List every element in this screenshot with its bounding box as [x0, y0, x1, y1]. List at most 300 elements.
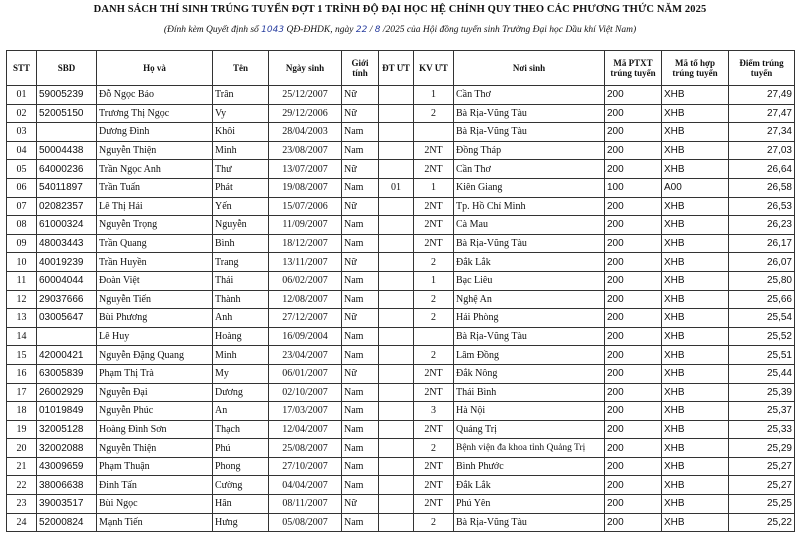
col-header-ma-to-hop: Mã tổ hợp trúng tuyển: [662, 51, 729, 86]
cell-sbd: 39003517: [37, 495, 97, 514]
cell-dt-ut: [379, 234, 414, 253]
cell-ten: Minh: [213, 141, 269, 160]
cell-kv-ut: 2: [414, 104, 454, 123]
cell-ten: Bình: [213, 234, 269, 253]
cell-ngay-sinh: 16/09/2004: [269, 327, 342, 346]
cell-noi-sinh: Bình Phước: [454, 457, 605, 476]
cell-gioi-tinh: Nam: [342, 383, 379, 402]
cell-sbd: 02082357: [37, 197, 97, 216]
cell-dt-ut: [379, 327, 414, 346]
cell-ma-to-hop: XHB: [662, 86, 729, 105]
cell-ma-to-hop: XHB: [662, 104, 729, 123]
table-row: [7, 197, 795, 216]
cell-gioi-tinh: Nam: [342, 439, 379, 458]
document-title: DANH SÁCH THÍ SINH TRÚNG TUYỂN ĐỢT 1 TRÌNH ĐỘ ĐẠI HỌC HỆ CHÍNH QUY THEO CÁC PHƯƠNG THỨC NĂM 2025: [93, 4, 707, 15]
cell-ten: Phong: [213, 457, 269, 476]
cell-sbd: 42000421: [37, 346, 97, 365]
cell-stt: 05: [7, 160, 37, 179]
cell-ma-ptxt: 200: [605, 513, 662, 532]
table-row: [7, 86, 795, 105]
cell-ngay-sinh: 19/08/2007: [269, 178, 342, 197]
subtitle-part1: (Đính kèm Quyết định số: [163, 25, 259, 35]
cell-ma-ptxt: 200: [605, 420, 662, 439]
cell-ho: Nguyễn Đặng Quang: [97, 346, 213, 365]
document-subtitle: (Đính kèm Quyết định số 1043 QĐ-ĐHDK, ngày 22 / 8 /2025 của Hội đồng tuyển sinh Trường Đại học Dầu khí Việt Nam): [163, 25, 637, 35]
cell-ten: Thái: [213, 271, 269, 290]
col-header-ho: Họ và: [97, 51, 213, 86]
cell-kv-ut: 2NT: [414, 197, 454, 216]
cell-noi-sinh: Bạc Liêu: [454, 271, 605, 290]
cell-sbd: 59005239: [37, 86, 97, 105]
cell-ten: Khôi: [213, 123, 269, 142]
cell-diem: 27,49: [729, 86, 795, 105]
cell-diem: 25,33: [729, 420, 795, 439]
cell-kv-ut: 2: [414, 253, 454, 272]
cell-dt-ut: [379, 253, 414, 272]
cell-ma-ptxt: 200: [605, 327, 662, 346]
cell-ma-to-hop: XHB: [662, 309, 729, 328]
cell-ho: Trương Thị Ngọc: [97, 104, 213, 123]
cell-sbd: 26002929: [37, 383, 97, 402]
cell-diem: 25,44: [729, 364, 795, 383]
col-header-dt-ut: ĐT ƯT: [379, 51, 414, 86]
cell-noi-sinh: Đồng Tháp: [454, 141, 605, 160]
cell-kv-ut: 2NT: [414, 420, 454, 439]
col-header-sbd: SBD: [37, 51, 97, 86]
cell-stt: 22: [7, 476, 37, 495]
cell-ho: Mạnh Tiến: [97, 513, 213, 532]
cell-ma-to-hop: XHB: [662, 290, 729, 309]
cell-diem: 27,47: [729, 104, 795, 123]
cell-ma-to-hop: XHB: [662, 327, 729, 346]
cell-sbd: 32002088: [37, 439, 97, 458]
cell-kv-ut: 2NT: [414, 234, 454, 253]
cell-ho: Nguyễn Thiện: [97, 141, 213, 160]
cell-ten: Vy: [213, 104, 269, 123]
table-row: [7, 364, 795, 383]
cell-gioi-tinh: Nam: [342, 420, 379, 439]
cell-ma-ptxt: 200: [605, 234, 662, 253]
cell-dt-ut: [379, 197, 414, 216]
cell-stt: 08: [7, 216, 37, 235]
cell-gioi-tinh: Nữ: [342, 253, 379, 272]
cell-sbd: 03005647: [37, 309, 97, 328]
cell-diem: 26,53: [729, 197, 795, 216]
cell-ma-to-hop: XHB: [662, 271, 729, 290]
cell-kv-ut: 2: [414, 439, 454, 458]
cell-sbd: [37, 327, 97, 346]
cell-stt: 23: [7, 495, 37, 514]
cell-kv-ut: 1: [414, 178, 454, 197]
col-header-stt: STT: [7, 51, 37, 86]
cell-ten: Thành: [213, 290, 269, 309]
cell-sbd: 40019239: [37, 253, 97, 272]
table-row: [7, 309, 795, 328]
cell-diem: 25,29: [729, 439, 795, 458]
cell-sbd: 01019849: [37, 402, 97, 421]
cell-stt: 14: [7, 327, 37, 346]
cell-stt: 02: [7, 104, 37, 123]
cell-ten: Thư: [213, 160, 269, 179]
col-header-ma-ptxt: Mã PTXT trúng tuyển: [605, 51, 662, 86]
cell-diem: 27,03: [729, 141, 795, 160]
cell-noi-sinh: Tp. Hồ Chí Minh: [454, 197, 605, 216]
cell-gioi-tinh: Nữ: [342, 104, 379, 123]
cell-stt: 03: [7, 123, 37, 142]
cell-diem: 25,80: [729, 271, 795, 290]
cell-ten: Phát: [213, 178, 269, 197]
cell-ma-to-hop: XHB: [662, 216, 729, 235]
cell-ngay-sinh: 13/07/2007: [269, 160, 342, 179]
cell-noi-sinh: Bệnh viện đa khoa tỉnh Quảng Trị: [454, 439, 605, 458]
cell-dt-ut: [379, 513, 414, 532]
cell-ten: Nguyễn: [213, 216, 269, 235]
cell-ma-ptxt: 200: [605, 383, 662, 402]
cell-ngay-sinh: 02/10/2007: [269, 383, 342, 402]
cell-dt-ut: [379, 104, 414, 123]
cell-diem: 25,27: [729, 457, 795, 476]
table-body: [7, 86, 795, 532]
cell-ho: Phạm Thị Trà: [97, 364, 213, 383]
cell-sbd: 38006638: [37, 476, 97, 495]
cell-ten: Dương: [213, 383, 269, 402]
decision-day: 22: [355, 25, 368, 35]
cell-ma-ptxt: 200: [605, 346, 662, 365]
cell-ma-ptxt: 200: [605, 216, 662, 235]
cell-dt-ut: [379, 439, 414, 458]
cell-ma-to-hop: XHB: [662, 402, 729, 421]
cell-ma-ptxt: 200: [605, 495, 662, 514]
cell-noi-sinh: Cà Mau: [454, 216, 605, 235]
cell-noi-sinh: Bà Rịa-Vũng Tàu: [454, 123, 605, 142]
cell-noi-sinh: Quảng Trị: [454, 420, 605, 439]
cell-ma-ptxt: 200: [605, 457, 662, 476]
cell-dt-ut: [379, 271, 414, 290]
col-header-diem: Điểm trúng tuyển: [729, 51, 795, 86]
table-row: [7, 402, 795, 421]
cell-ma-ptxt: 200: [605, 253, 662, 272]
cell-stt: 20: [7, 439, 37, 458]
cell-stt: 24: [7, 513, 37, 532]
cell-ngay-sinh: 05/08/2007: [269, 513, 342, 532]
cell-gioi-tinh: Nam: [342, 178, 379, 197]
subtitle-part2: QĐ-ĐHDK, ngày: [286, 25, 354, 35]
cell-ten: Anh: [213, 309, 269, 328]
cell-gioi-tinh: Nam: [342, 290, 379, 309]
cell-ho: Nguyễn Thiện: [97, 439, 213, 458]
cell-sbd: 48003443: [37, 234, 97, 253]
cell-dt-ut: 01: [379, 178, 414, 197]
cell-sbd: 64000236: [37, 160, 97, 179]
cell-ma-to-hop: XHB: [662, 439, 729, 458]
cell-ten: My: [213, 364, 269, 383]
table-row: [7, 457, 795, 476]
cell-ho: Trần Ngọc Anh: [97, 160, 213, 179]
cell-diem: 25,22: [729, 513, 795, 532]
cell-ngay-sinh: 13/11/2007: [269, 253, 342, 272]
cell-ma-to-hop: XHB: [662, 457, 729, 476]
cell-stt: 12: [7, 290, 37, 309]
cell-dt-ut: [379, 420, 414, 439]
table-row: [7, 513, 795, 532]
cell-sbd: 54011897: [37, 178, 97, 197]
cell-ten: Yến: [213, 197, 269, 216]
cell-ma-to-hop: XHB: [662, 495, 729, 514]
cell-ma-ptxt: 200: [605, 309, 662, 328]
cell-ma-ptxt: 200: [605, 271, 662, 290]
cell-ngay-sinh: 06/02/2007: [269, 271, 342, 290]
cell-ho: Hoàng Đình Sơn: [97, 420, 213, 439]
cell-gioi-tinh: Nữ: [342, 495, 379, 514]
cell-noi-sinh: Phú Yên: [454, 495, 605, 514]
cell-sbd: 52000824: [37, 513, 97, 532]
cell-ten: Hưng: [213, 513, 269, 532]
cell-sbd: [37, 123, 97, 142]
cell-noi-sinh: Bà Rịa-Vũng Tàu: [454, 327, 605, 346]
cell-noi-sinh: Bà Rịa-Vũng Tàu: [454, 234, 605, 253]
cell-gioi-tinh: Nữ: [342, 86, 379, 105]
cell-ngay-sinh: 27/12/2007: [269, 309, 342, 328]
cell-kv-ut: 2: [414, 346, 454, 365]
cell-ten: Cường: [213, 476, 269, 495]
table-row: [7, 327, 795, 346]
cell-noi-sinh: Đắk Lắk: [454, 476, 605, 495]
cell-gioi-tinh: Nam: [342, 234, 379, 253]
cell-noi-sinh: Bà Rịa-Vũng Tàu: [454, 513, 605, 532]
cell-dt-ut: [379, 86, 414, 105]
cell-noi-sinh: Lâm Đồng: [454, 346, 605, 365]
cell-sbd: 61000324: [37, 216, 97, 235]
cell-ho: Dương Đình: [97, 123, 213, 142]
cell-noi-sinh: Hà Nội: [454, 402, 605, 421]
cell-ngay-sinh: 23/08/2007: [269, 141, 342, 160]
cell-ma-to-hop: XHB: [662, 383, 729, 402]
cell-gioi-tinh: Nam: [342, 216, 379, 235]
cell-ten: Trân: [213, 86, 269, 105]
table-row: [7, 271, 795, 290]
cell-kv-ut: 2NT: [414, 476, 454, 495]
table-row: [7, 141, 795, 160]
cell-gioi-tinh: Nam: [342, 476, 379, 495]
cell-ho: Đỗ Ngọc Bảo: [97, 86, 213, 105]
admission-table: [6, 50, 795, 532]
cell-ho: Lê Thị Hải: [97, 197, 213, 216]
cell-ho: Bùi Ngọc: [97, 495, 213, 514]
cell-ma-ptxt: 200: [605, 104, 662, 123]
cell-kv-ut: 3: [414, 402, 454, 421]
cell-dt-ut: [379, 476, 414, 495]
cell-dt-ut: [379, 402, 414, 421]
cell-ma-to-hop: XHB: [662, 160, 729, 179]
cell-ngay-sinh: 06/01/2007: [269, 364, 342, 383]
cell-dt-ut: [379, 290, 414, 309]
table-row: [7, 383, 795, 402]
table-row: [7, 495, 795, 514]
cell-ngay-sinh: 15/07/2006: [269, 197, 342, 216]
cell-ngay-sinh: 11/09/2007: [269, 216, 342, 235]
cell-kv-ut: 2NT: [414, 457, 454, 476]
cell-noi-sinh: Cần Thơ: [454, 86, 605, 105]
cell-stt: 11: [7, 271, 37, 290]
cell-kv-ut: 2: [414, 290, 454, 309]
cell-ngay-sinh: 25/12/2007: [269, 86, 342, 105]
cell-diem: 26,64: [729, 160, 795, 179]
cell-diem: 25,25: [729, 495, 795, 514]
cell-stt: 17: [7, 383, 37, 402]
cell-gioi-tinh: Nam: [342, 513, 379, 532]
cell-diem: 26,23: [729, 216, 795, 235]
cell-dt-ut: [379, 141, 414, 160]
cell-stt: 21: [7, 457, 37, 476]
cell-diem: 25,27: [729, 476, 795, 495]
cell-stt: 01: [7, 86, 37, 105]
cell-ten: Phú: [213, 439, 269, 458]
cell-noi-sinh: Nghệ An: [454, 290, 605, 309]
decision-number: 1043: [261, 25, 285, 35]
cell-ngay-sinh: 25/08/2007: [269, 439, 342, 458]
cell-gioi-tinh: Nam: [342, 346, 379, 365]
cell-noi-sinh: Đắk Nông: [454, 364, 605, 383]
cell-ma-to-hop: XHB: [662, 476, 729, 495]
cell-ho: Trần Huyền: [97, 253, 213, 272]
cell-ma-ptxt: 200: [605, 364, 662, 383]
cell-gioi-tinh: Nam: [342, 457, 379, 476]
cell-ho: Bùi Phương: [97, 309, 213, 328]
cell-ngay-sinh: 27/10/2007: [269, 457, 342, 476]
cell-noi-sinh: Cần Thơ: [454, 160, 605, 179]
cell-gioi-tinh: Nam: [342, 123, 379, 142]
cell-ma-to-hop: A00: [662, 178, 729, 197]
cell-ho: Phạm Thuận: [97, 457, 213, 476]
cell-kv-ut: 1: [414, 271, 454, 290]
cell-ma-ptxt: 200: [605, 402, 662, 421]
cell-ma-ptxt: 200: [605, 439, 662, 458]
cell-sbd: 60004044: [37, 271, 97, 290]
cell-ma-ptxt: 200: [605, 123, 662, 142]
cell-ma-to-hop: XHB: [662, 234, 729, 253]
cell-diem: 25,37: [729, 402, 795, 421]
cell-ngay-sinh: 29/12/2006: [269, 104, 342, 123]
cell-ma-to-hop: XHB: [662, 197, 729, 216]
cell-gioi-tinh: Nam: [342, 141, 379, 160]
decision-month: 8: [374, 25, 381, 35]
cell-kv-ut: [414, 123, 454, 142]
cell-ngay-sinh: 28/04/2003: [269, 123, 342, 142]
cell-stt: 19: [7, 420, 37, 439]
table-row: [7, 234, 795, 253]
cell-diem: 25,52: [729, 327, 795, 346]
cell-stt: 04: [7, 141, 37, 160]
table-row: [7, 123, 795, 142]
col-header-kv-ut: KV ƯT: [414, 51, 454, 86]
cell-stt: 10: [7, 253, 37, 272]
cell-dt-ut: [379, 495, 414, 514]
cell-ma-ptxt: 100: [605, 178, 662, 197]
cell-diem: 25,54: [729, 309, 795, 328]
cell-ten: Hoàng: [213, 327, 269, 346]
col-header-gioi-tinh: Giới tính: [342, 51, 379, 86]
cell-ho: Đoàn Việt: [97, 271, 213, 290]
table-row: [7, 290, 795, 309]
cell-ngay-sinh: 12/04/2007: [269, 420, 342, 439]
cell-ma-to-hop: XHB: [662, 123, 729, 142]
cell-ma-to-hop: XHB: [662, 346, 729, 365]
cell-dt-ut: [379, 383, 414, 402]
table-row: [7, 439, 795, 458]
cell-sbd: 32005128: [37, 420, 97, 439]
cell-dt-ut: [379, 216, 414, 235]
cell-dt-ut: [379, 457, 414, 476]
cell-ma-to-hop: XHB: [662, 420, 729, 439]
table-row: [7, 253, 795, 272]
cell-dt-ut: [379, 309, 414, 328]
cell-stt: 07: [7, 197, 37, 216]
cell-noi-sinh: Thái Bình: [454, 383, 605, 402]
cell-sbd: 29037666: [37, 290, 97, 309]
table-row: [7, 420, 795, 439]
cell-kv-ut: 2NT: [414, 383, 454, 402]
cell-kv-ut: 2: [414, 513, 454, 532]
cell-ngay-sinh: 04/04/2007: [269, 476, 342, 495]
cell-ma-ptxt: 200: [605, 476, 662, 495]
cell-diem: 26,17: [729, 234, 795, 253]
cell-sbd: 52005150: [37, 104, 97, 123]
cell-ma-to-hop: XHB: [662, 364, 729, 383]
cell-ngay-sinh: 17/03/2007: [269, 402, 342, 421]
cell-kv-ut: 2NT: [414, 495, 454, 514]
cell-ten: Minh: [213, 346, 269, 365]
cell-kv-ut: 2: [414, 309, 454, 328]
cell-diem: 27,34: [729, 123, 795, 142]
cell-diem: 26,07: [729, 253, 795, 272]
cell-gioi-tinh: Nữ: [342, 197, 379, 216]
cell-ngay-sinh: 12/08/2007: [269, 290, 342, 309]
cell-diem: 25,66: [729, 290, 795, 309]
cell-ho: Nguyễn Trọng: [97, 216, 213, 235]
subtitle-part3: /2025 của Hội đồng tuyển sinh Trường Đại học Dầu khí Việt Nam): [382, 25, 637, 35]
col-header-ngay-sinh: Ngày sinh: [269, 51, 342, 86]
cell-ngay-sinh: 18/12/2007: [269, 234, 342, 253]
cell-diem: 26,58: [729, 178, 795, 197]
cell-ho: Nguyễn Đại: [97, 383, 213, 402]
cell-ten: An: [213, 402, 269, 421]
cell-stt: 16: [7, 364, 37, 383]
cell-dt-ut: [379, 346, 414, 365]
cell-ngay-sinh: 08/11/2007: [269, 495, 342, 514]
cell-noi-sinh: Bà Rịa-Vũng Tàu: [454, 104, 605, 123]
cell-gioi-tinh: Nam: [342, 327, 379, 346]
cell-ngay-sinh: 23/04/2007: [269, 346, 342, 365]
cell-ho: Nguyễn Phúc: [97, 402, 213, 421]
cell-dt-ut: [379, 160, 414, 179]
cell-kv-ut: 2NT: [414, 141, 454, 160]
cell-ma-to-hop: XHB: [662, 141, 729, 160]
cell-ho: Trần Quang: [97, 234, 213, 253]
cell-gioi-tinh: Nữ: [342, 364, 379, 383]
cell-dt-ut: [379, 123, 414, 142]
cell-ho: Đinh Tấn: [97, 476, 213, 495]
cell-ma-to-hop: XHB: [662, 253, 729, 272]
cell-stt: 06: [7, 178, 37, 197]
cell-sbd: 63005839: [37, 364, 97, 383]
cell-diem: 25,39: [729, 383, 795, 402]
cell-stt: 15: [7, 346, 37, 365]
cell-sbd: 50004438: [37, 141, 97, 160]
cell-gioi-tinh: Nam: [342, 402, 379, 421]
cell-stt: 09: [7, 234, 37, 253]
cell-gioi-tinh: Nữ: [342, 309, 379, 328]
cell-kv-ut: [414, 327, 454, 346]
